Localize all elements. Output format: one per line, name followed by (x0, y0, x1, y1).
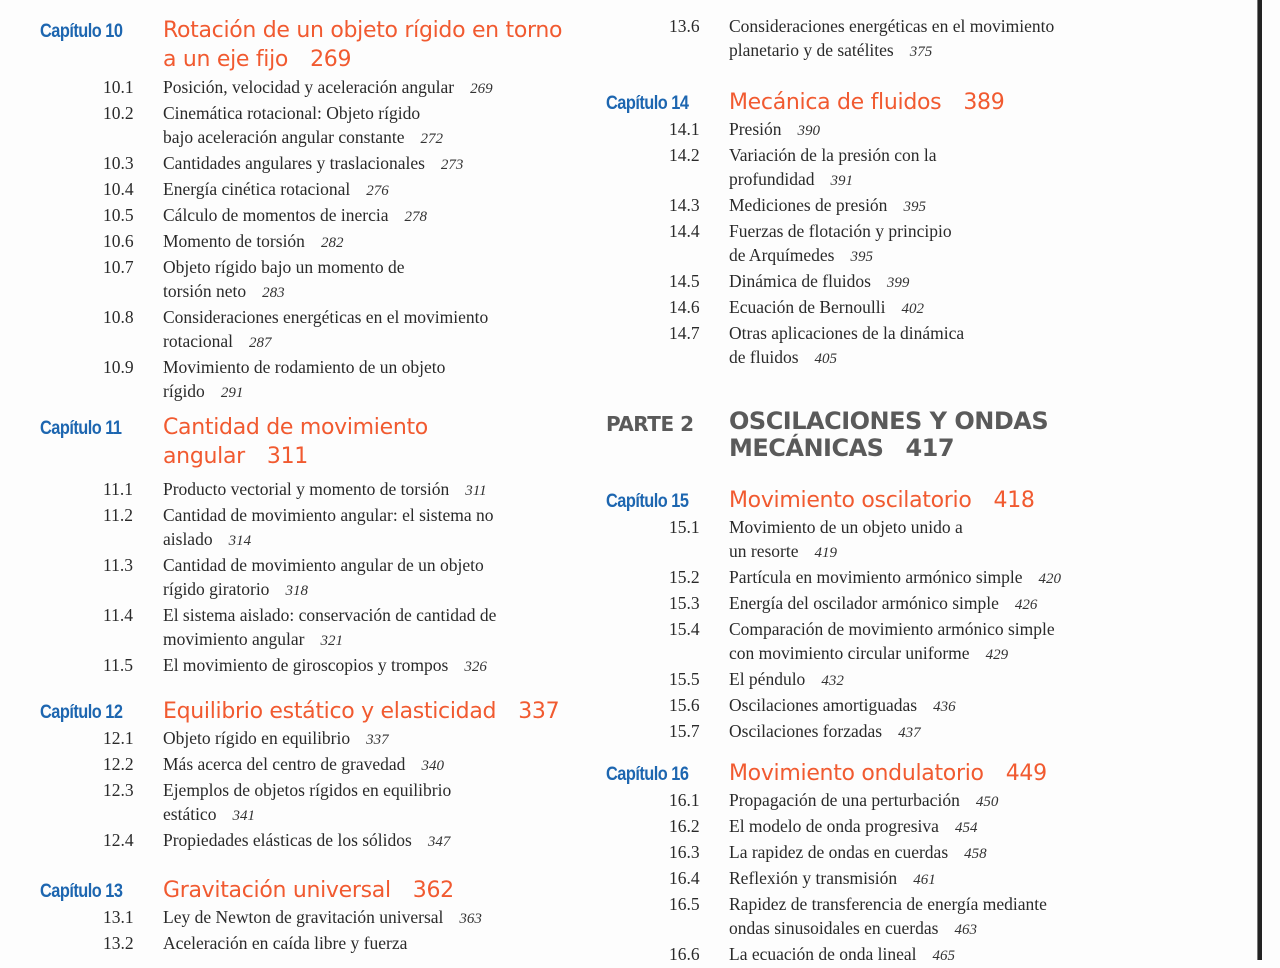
toc-section-entry (606, 515, 1166, 539)
chapter-title: Cantidad de movimiento angular 311 (163, 415, 428, 469)
section-number: 15.7 (669, 721, 700, 741)
chapter-page: 449 (1005, 761, 1047, 786)
section-title: rígido (163, 381, 205, 401)
section-number: 10.5 (103, 205, 134, 225)
chapter-14 (606, 88, 1166, 371)
toc-section-entry (606, 788, 1166, 814)
section-page: 419 (814, 545, 837, 561)
section-number: 15.4 (669, 619, 700, 639)
section-page: 437 (898, 725, 921, 741)
section-title: Otras aplicaciones de la dinámica (729, 323, 965, 343)
section-page: 311 (465, 483, 487, 499)
section-number: 13.6 (669, 16, 700, 36)
section-page: 276 (366, 183, 389, 199)
chapter-page: 311 (266, 444, 308, 469)
toc-section-entry (606, 667, 1166, 693)
toc-section-entry-continuation (40, 577, 600, 603)
section-number: 10.4 (103, 179, 134, 199)
section-title: estático (163, 804, 217, 824)
section-page: 458 (964, 846, 987, 862)
section-number: 14.2 (669, 145, 700, 165)
section-page: 273 (440, 157, 464, 173)
section-number: 13.2 (103, 933, 134, 953)
toc-section-entry (606, 193, 1166, 219)
toc-section-entry (40, 177, 600, 203)
chapter-label: Capítulo 15 (606, 491, 689, 512)
toc-section-entry-continuation (606, 167, 1166, 193)
section-title: Partícula en movimiento armónico simple (729, 567, 1023, 587)
page-edge-divider (1258, 0, 1262, 960)
section-title: un resorte (729, 541, 799, 561)
section-page: 314 (228, 533, 252, 549)
section-page: 402 (901, 301, 924, 317)
section-number: 16.5 (669, 894, 700, 914)
toc-section-entry (40, 229, 600, 255)
section-page: 340 (421, 758, 444, 774)
section-title: Comparación de movimiento armónico simple (729, 619, 1055, 639)
section-page: 391 (830, 173, 854, 189)
section-page: 390 (797, 123, 820, 139)
section-title: Mediciones de presión (729, 195, 888, 215)
section-page: 337 (366, 732, 389, 748)
chapter-11 (40, 413, 600, 679)
section-page: 395 (903, 199, 926, 215)
toc-section-entry-continuation (40, 125, 600, 151)
section-page: 283 (262, 285, 285, 301)
section-number: 10.2 (103, 103, 134, 123)
toc-section-entry (606, 814, 1166, 840)
section-number: 16.1 (669, 790, 700, 810)
section-number: 14.7 (669, 323, 700, 343)
section-title: torsión neto (163, 281, 247, 301)
section-number: 10.8 (103, 307, 134, 327)
section-title: rotacional (163, 331, 233, 351)
section-title: Dinámica de fluidos (729, 271, 871, 291)
part-label: PARTE 2 (606, 412, 694, 436)
chapter-page: 362 (412, 878, 454, 903)
section-page: 326 (464, 659, 487, 675)
toc-section-entry (606, 840, 1166, 866)
section-page: 321 (320, 633, 343, 649)
section-number: 16.3 (669, 842, 700, 862)
section-title: Cantidades angulares y traslacionales (163, 153, 425, 173)
toc-section-entry (40, 931, 600, 955)
section-page: 347 (427, 834, 451, 850)
section-page: 341 (232, 808, 255, 824)
section-number: 14.3 (669, 195, 700, 215)
section-title: de fluidos (729, 347, 799, 367)
section-title: Ejemplos de objetos rígidos en equilibrio (163, 780, 452, 800)
toc-section-entry (40, 101, 600, 125)
chapter-title: Mecánica de fluidos 389 (729, 90, 1005, 115)
toc-section-entry (40, 255, 600, 279)
toc-section-entry-continuation (606, 916, 1166, 942)
section-title: Cálculo de momentos de inercia (163, 205, 389, 225)
toc-section-entry (606, 269, 1166, 295)
toc-section-entry-continuation (606, 38, 1166, 64)
toc-section-entry-continuation (40, 527, 600, 553)
section-number: 10.9 (103, 357, 134, 377)
toc-section-entry (606, 719, 1166, 745)
section-number: 12.2 (103, 754, 134, 774)
section-title: Aceleración en caída libre y fuerza (163, 933, 408, 953)
section-title: Movimiento de rodamiento de un objeto (163, 357, 446, 377)
section-number: 11.3 (103, 555, 133, 575)
section-title: con movimiento circular uniforme (729, 643, 970, 663)
section-title: ondas sinusoidales en cuerdas (729, 918, 939, 938)
toc-section-entry-continuation (40, 802, 600, 828)
toc-section-entry (40, 75, 600, 101)
section-number: 15.5 (669, 669, 700, 689)
section-page: 282 (320, 235, 344, 251)
section-title: Cinemática rotacional: Objeto rígido (163, 103, 421, 123)
chapter-page: 389 (963, 90, 1005, 115)
section-title: Más acerca del centro de gravedad (163, 754, 406, 774)
section-page: 426 (1014, 597, 1038, 613)
chapter-page: 269 (310, 47, 352, 72)
section-title: planetario y de satélites (729, 40, 894, 60)
section-title: La ecuación de onda lineal (729, 944, 917, 964)
section-number: 10.3 (103, 153, 134, 173)
toc-section-entry (606, 591, 1166, 617)
section-page: 363 (459, 911, 482, 927)
section-title: Propagación de una perturbación (729, 790, 960, 810)
toc-section-entry-continuation (606, 345, 1166, 371)
section-page: 436 (933, 699, 956, 715)
section-page: 375 (909, 44, 933, 60)
section-title: Objeto rígido bajo un momento de (163, 257, 405, 277)
toc-section-entry (40, 828, 600, 854)
section-title: Reflexión y transmisión (729, 868, 898, 888)
toc-section-entry (606, 942, 1166, 968)
section-title: El modelo de onda progresiva (729, 816, 939, 836)
toc-section-entry-continuation (40, 627, 600, 653)
section-page: 420 (1038, 571, 1062, 587)
toc-section-entry (40, 752, 600, 778)
toc-section-entry-continuation (606, 243, 1166, 269)
toc-section-entry (40, 305, 600, 329)
section-number: 16.4 (669, 868, 700, 888)
section-number: 14.4 (669, 221, 700, 241)
section-number: 11.4 (103, 605, 133, 625)
section-title: Cantidad de movimiento angular: el sistema no (163, 505, 494, 525)
section-title: Fuerzas de flotación y principio (729, 221, 952, 241)
section-title: El péndulo (729, 669, 806, 689)
section-page: 454 (954, 820, 978, 836)
chapter-label: Capítulo 16 (606, 764, 689, 785)
section-number: 10.1 (103, 77, 134, 97)
chapter-13-continued (606, 14, 1166, 64)
section-title: Objeto rígido en equilibrio (163, 728, 351, 748)
toc-section-entry (40, 726, 600, 752)
toc-section-entry-continuation (606, 539, 1166, 565)
section-number: 15.3 (669, 593, 700, 613)
section-page: 399 (886, 275, 910, 291)
section-title: Oscilaciones amortiguadas (729, 695, 918, 715)
section-page: 395 (850, 249, 873, 265)
section-page: 269 (470, 81, 493, 97)
section-page: 432 (821, 673, 844, 689)
section-title: Cantidad de movimiento angular de un objeto (163, 555, 484, 575)
section-page: 463 (954, 922, 977, 938)
toc-section-entry (606, 565, 1166, 591)
toc-section-entry (606, 143, 1166, 167)
toc-section-entry (40, 778, 600, 802)
chapter-label: Capítulo 14 (606, 93, 689, 114)
section-title: Ley de Newton de gravitación universal (163, 907, 444, 927)
toc-section-entry (40, 503, 600, 527)
toc-section-entry (606, 117, 1166, 143)
section-title: Presión (729, 119, 782, 139)
chapter-title: Equilibrio estático y elasticidad 337 (163, 699, 560, 724)
toc-section-entry (40, 203, 600, 229)
section-page: 272 (420, 131, 443, 147)
section-title: de Arquímedes (729, 245, 835, 265)
toc-section-entry (40, 477, 600, 503)
section-number: 14.5 (669, 271, 700, 291)
toc-section-entry (40, 553, 600, 577)
toc-section-entry (606, 219, 1166, 243)
section-page: 429 (985, 647, 1009, 663)
chapter-title: Movimiento ondulatorio 449 (729, 761, 1047, 786)
section-number: 14.1 (669, 119, 700, 139)
section-title: movimiento angular (163, 629, 305, 649)
part-2-heading (606, 408, 1166, 462)
section-title: Consideraciones energéticas en el movimiento (729, 16, 1055, 36)
toc-section-entry (606, 321, 1166, 345)
section-number: 14.6 (669, 297, 700, 317)
section-page: 465 (932, 948, 956, 964)
section-number: 12.1 (103, 728, 134, 748)
section-page: 278 (404, 209, 427, 225)
section-title: Producto vectorial y momento de torsión (163, 479, 450, 499)
toc-section-entry (606, 295, 1166, 321)
section-title: Movimiento de un objeto unido a (729, 517, 963, 537)
toc-section-entry (606, 693, 1166, 719)
section-title: bajo aceleración angular constante (163, 127, 405, 147)
section-number: 15.6 (669, 695, 700, 715)
section-title: Momento de torsión (163, 231, 305, 251)
section-number: 15.1 (669, 517, 700, 537)
section-number: 16.6 (669, 944, 700, 964)
chapter-label: Capítulo 12 (40, 702, 123, 723)
section-title: aislado (163, 529, 213, 549)
section-number: 11.2 (103, 505, 133, 525)
section-number: 10.7 (103, 257, 134, 277)
toc-section-entry-continuation (606, 641, 1166, 667)
toc-section-entry (40, 603, 600, 627)
section-number: 15.2 (669, 567, 700, 587)
section-number: 11.5 (103, 655, 133, 675)
section-number: 11.1 (103, 479, 133, 499)
section-title: Energía del oscilador armónico simple (729, 593, 999, 613)
chapter-16 (606, 759, 1166, 968)
section-title: El movimiento de giroscopios y trompos (163, 655, 449, 675)
chapter-15 (606, 486, 1166, 745)
toc-section-entry (40, 151, 600, 177)
section-title: Energía cinética rotacional (163, 179, 351, 199)
section-page: 405 (814, 351, 838, 367)
section-title: rígido giratorio (163, 579, 270, 599)
chapter-title: Movimiento oscilatorio 418 (729, 488, 1035, 513)
chapter-12 (40, 697, 600, 854)
section-page: 291 (220, 385, 244, 401)
section-title: Rapidez de transferencia de energía mediante (729, 894, 1047, 914)
chapter-title: Rotación de un objeto rígido en torno a un eje fijo 269 (163, 18, 563, 72)
part-page: 417 (905, 434, 955, 462)
section-title: Consideraciones energéticas en el movimiento (163, 307, 489, 327)
section-title: La rapidez de ondas en cuerdas (729, 842, 949, 862)
section-number: 13.1 (103, 907, 134, 927)
section-title: profundidad (729, 169, 815, 189)
toc-section-entry (40, 355, 600, 379)
toc-section-entry (40, 905, 600, 931)
section-number: 12.4 (103, 830, 134, 850)
chapter-label: Capítulo 13 (40, 881, 123, 902)
section-number: 12.3 (103, 780, 134, 800)
toc-section-entry (40, 653, 600, 679)
chapter-page: 337 (518, 699, 560, 724)
section-title: Propiedades elásticas de los sólidos (163, 830, 412, 850)
section-title: Posición, velocidad y aceleración angular (163, 77, 455, 97)
section-title: Variación de la presión con la (729, 145, 937, 165)
section-number: 16.2 (669, 816, 700, 836)
chapter-10 (40, 16, 600, 405)
chapter-label: Capítulo 11 (40, 418, 122, 439)
chapter-title: Gravitación universal 362 (163, 878, 454, 903)
chapter-13 (40, 876, 600, 955)
chapter-label: Capítulo 10 (40, 21, 123, 42)
toc-section-entry (606, 617, 1166, 641)
toc-section-entry-continuation (40, 379, 600, 405)
section-title: Oscilaciones forzadas (729, 721, 883, 741)
toc-section-entry (606, 14, 1166, 38)
section-page: 450 (975, 794, 999, 810)
section-title: El sistema aislado: conservación de cantidad de (163, 605, 497, 625)
chapter-page: 418 (993, 488, 1035, 513)
section-page: 318 (285, 583, 308, 599)
part-title: OSCILACIONES Y ONDAS MECÁNICAS 417 (729, 407, 1049, 462)
section-number: 10.6 (103, 231, 134, 251)
toc-section-entry (606, 892, 1166, 916)
section-page: 461 (913, 872, 936, 888)
toc-section-entry-continuation (40, 329, 600, 355)
section-title: Ecuación de Bernoulli (729, 297, 886, 317)
toc-section-entry-continuation (40, 279, 600, 305)
section-page: 287 (248, 335, 272, 351)
toc-section-entry (606, 866, 1166, 892)
